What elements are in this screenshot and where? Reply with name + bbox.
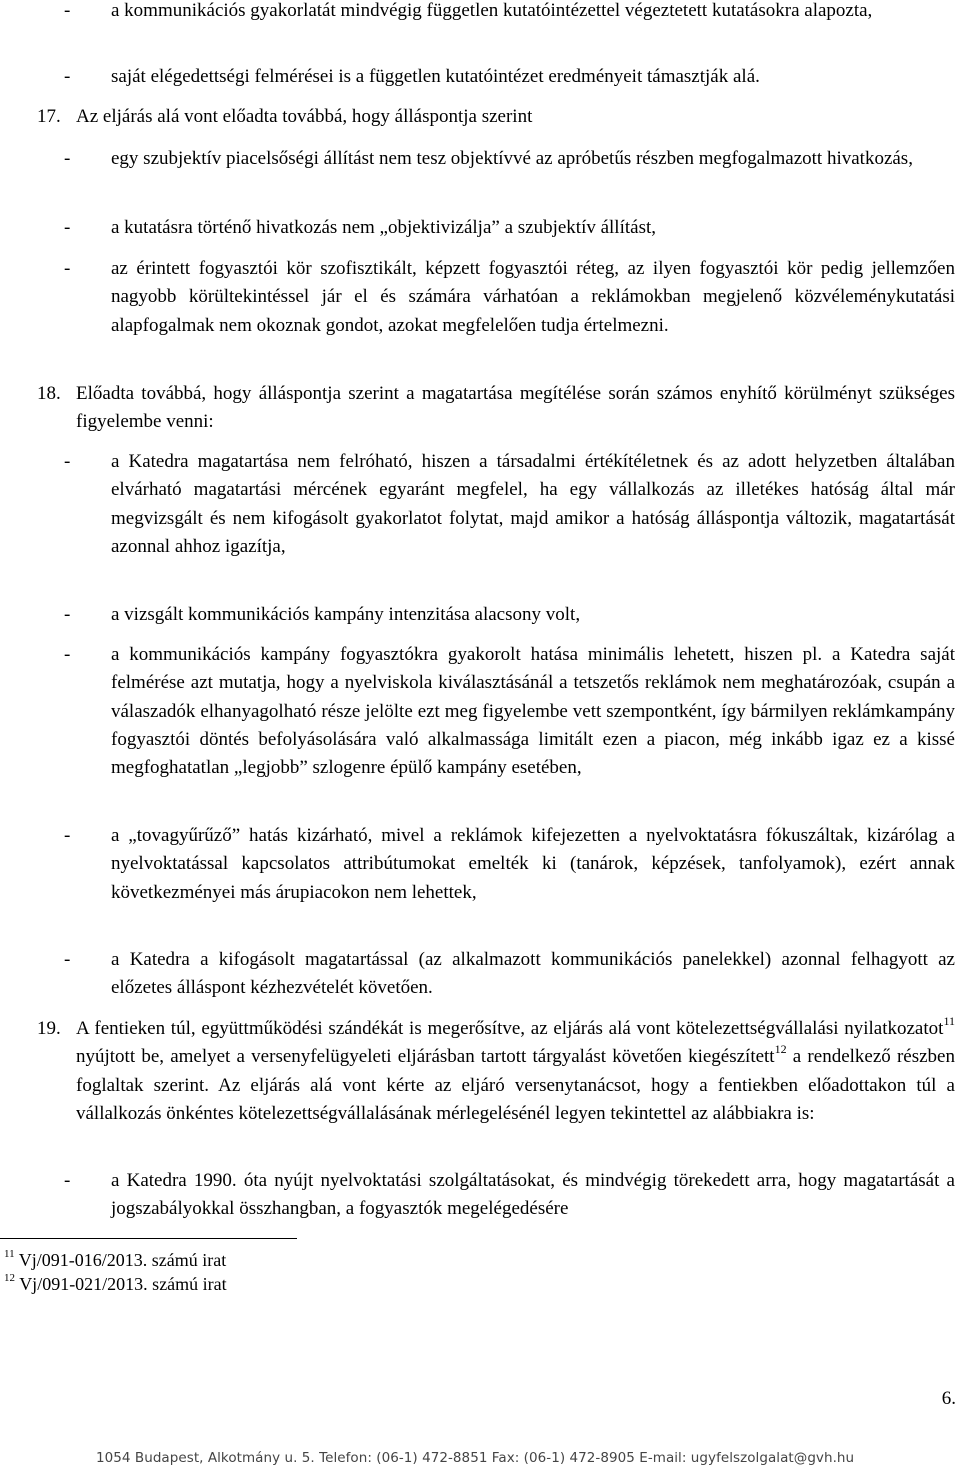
bullet-dash: - <box>64 0 71 21</box>
bullet-item <box>0 448 960 561</box>
paragraph-text: Az eljárás alá vont előadta továbbá, hogy álláspontja szerint <box>76 106 533 127</box>
paragraph-number: 19. <box>37 1018 61 1039</box>
footnote-text: Vj/091-021/2013. számú irat <box>19 1274 227 1294</box>
bullet-item <box>0 641 960 782</box>
bullet-text: a Katedra a kifogásolt magatartással (az alkalmazott kommunikációs panelekkel) azonnal felhagyott az előzetes álláspont kézhezvételét követően. <box>111 949 955 999</box>
bullet-dash: - <box>64 949 71 970</box>
bullet-dash: - <box>64 604 71 625</box>
paragraph-text-b: nyújtott be, amelyet a versenyfelügyeleti eljárásban tartott tárgyalást követően kiegészített <box>76 1046 775 1068</box>
footnote-ref-12[interactable]: 12 <box>774 1041 787 1056</box>
bullet-dash: - <box>64 451 71 472</box>
bullet-item <box>0 0 960 25</box>
footnote-text: Vj/091-016/2013. számú irat <box>18 1250 227 1270</box>
footnote <box>4 1249 226 1271</box>
bullet-text: a Katedra magatartása nem felróható, hiszen a társadalmi értékítéletnek és az adott helyzetben általában elvárható magatartási mércének egyaránt megfelel, ha egy vállalkozás az illetékes hatóság által már megvizsgált és nem kifogásolt gyakorlatot folytat, majd amikor a hatóság álláspontja változik, magatartását azonnal ahhoz igazítja, <box>111 451 955 557</box>
paragraph-18 <box>0 380 960 437</box>
footnote-number: 12 <box>4 1272 15 1284</box>
footnote <box>4 1273 227 1295</box>
footnote-ref-11[interactable]: 11 <box>943 1013 955 1028</box>
bullet-dash: - <box>64 217 71 238</box>
paragraph-text-a: A fentieken túl, együttműködési szándékát is megerősítve, az eljárás alá vont kötelezettségvállalási nyilatkozatot <box>76 1018 944 1039</box>
bullet-dash: - <box>64 644 71 665</box>
bullet-text: a vizsgált kommunikációs kampány intenzitása alacsony volt, <box>111 604 581 625</box>
paragraph-number: 17. <box>37 106 61 127</box>
paragraph-text-c: a rendelkező részben foglaltak szerint. Az eljárás alá vont kérte az eljáró versenytanácsot, hogy a fentiekben előadottakon túl a vállalkozás önkéntes kötelezettségvállalásának mérlegelésénél legyen tekintettel az alábbiakra is: <box>76 1046 955 1124</box>
bullet-item <box>0 145 960 173</box>
bullet-text: az érintett fogyasztói kör szofisztikált, képzett fogyasztói réteg, az ilyen fogyasztói kör pedig jellemzően nagyobb körültekintéssel jár el és számára várhatóan a reklámokban megjelenő közvéleménykutatási alapfogalmak nem okoznak gondot, azokat megfelelően tudja értelmezni. <box>111 258 955 336</box>
paragraph-text: Előadta továbbá, hogy álláspontja szerint a magatartása megítélése során számos enyhítő körülményt szükséges figyelembe venni: <box>76 383 955 433</box>
bullet-text: a „tovagyűrűző” hatás kizárható, mivel a reklámok kifejezetten a nyelvoktatásra fókuszáltak, kizárólag a nyelvoktatással kapcsolatos attribútumokat emelték ki (tanárok, képzések, tanfolyamok), ezért annak következményei más árupiacokon nem lehettek, <box>111 825 955 903</box>
bullet-item <box>0 601 960 629</box>
bullet-text: saját elégedettségi felmérései is a független kutatóintézet eredményeit támasztják alá. <box>111 66 760 87</box>
paragraph-number: 18. <box>37 383 61 404</box>
bullet-item <box>0 822 960 907</box>
bullet-dash: - <box>64 66 71 87</box>
paragraph-19 <box>0 1015 960 1128</box>
bullet-dash: - <box>64 825 71 846</box>
paragraph-17 <box>0 103 960 131</box>
bullet-item <box>0 255 960 340</box>
bullet-text: a Katedra 1990. óta nyújt nyelvoktatási szolgáltatásokat, és mindvégig törekedett arra, hogy magatartását a jogszabályokkal összhangban, a fogyasztók megelégedésére <box>111 1170 955 1220</box>
footnote-divider <box>0 1238 297 1239</box>
bullet-item <box>0 214 960 242</box>
bullet-text: a kommunikációs gyakorlatát mindvégig független kutatóintézettel végeztetett kutatásokra alapozta, <box>111 0 873 21</box>
bullet-dash: - <box>64 1170 71 1191</box>
bullet-dash: - <box>64 148 71 169</box>
bullet-text: egy szubjektív piacelsőségi állítást nem tesz objektívvé az apróbetűs részben megfogalmazott hivatkozás, <box>111 148 913 169</box>
bullet-item <box>0 1167 960 1224</box>
page-number: 6. <box>941 1388 956 1409</box>
bullet-text: a kommunikációs kampány fogyasztókra gyakorolt hatása minimális lehetett, hiszen pl. a Katedra saját felmérése azt mutatja, hogy a nyelviskola kiválasztásánál a tetszetős reklámok nem meghatározóak, csupán a válaszadók elhanyagolható része jelölte ezt meg figyelembe vett szempontként, így bármilyen reklámkampány fogyasztói döntés befolyásolására való alkalmassága limitált ezen a piacon, még inkább igaz ez a kissé megfoghatatlan „legjobb” szlogenre épülő kampány esetében, <box>111 644 955 779</box>
page-footer: 1054 Budapest, Alkotmány u. 5. Telefon: (06-1) 472-8851 Fax: (06-1) 472-8905 E-mail: ugyfelszolgalat@gvh.hu <box>96 1450 855 1466</box>
bullet-item <box>0 946 960 1003</box>
bullet-dash: - <box>64 258 71 279</box>
bullet-text: a kutatásra történő hivatkozás nem „objektivizálja” a szubjektív állítást, <box>111 217 656 238</box>
footnote-number: 11 <box>4 1248 15 1260</box>
bullet-item <box>0 63 960 91</box>
